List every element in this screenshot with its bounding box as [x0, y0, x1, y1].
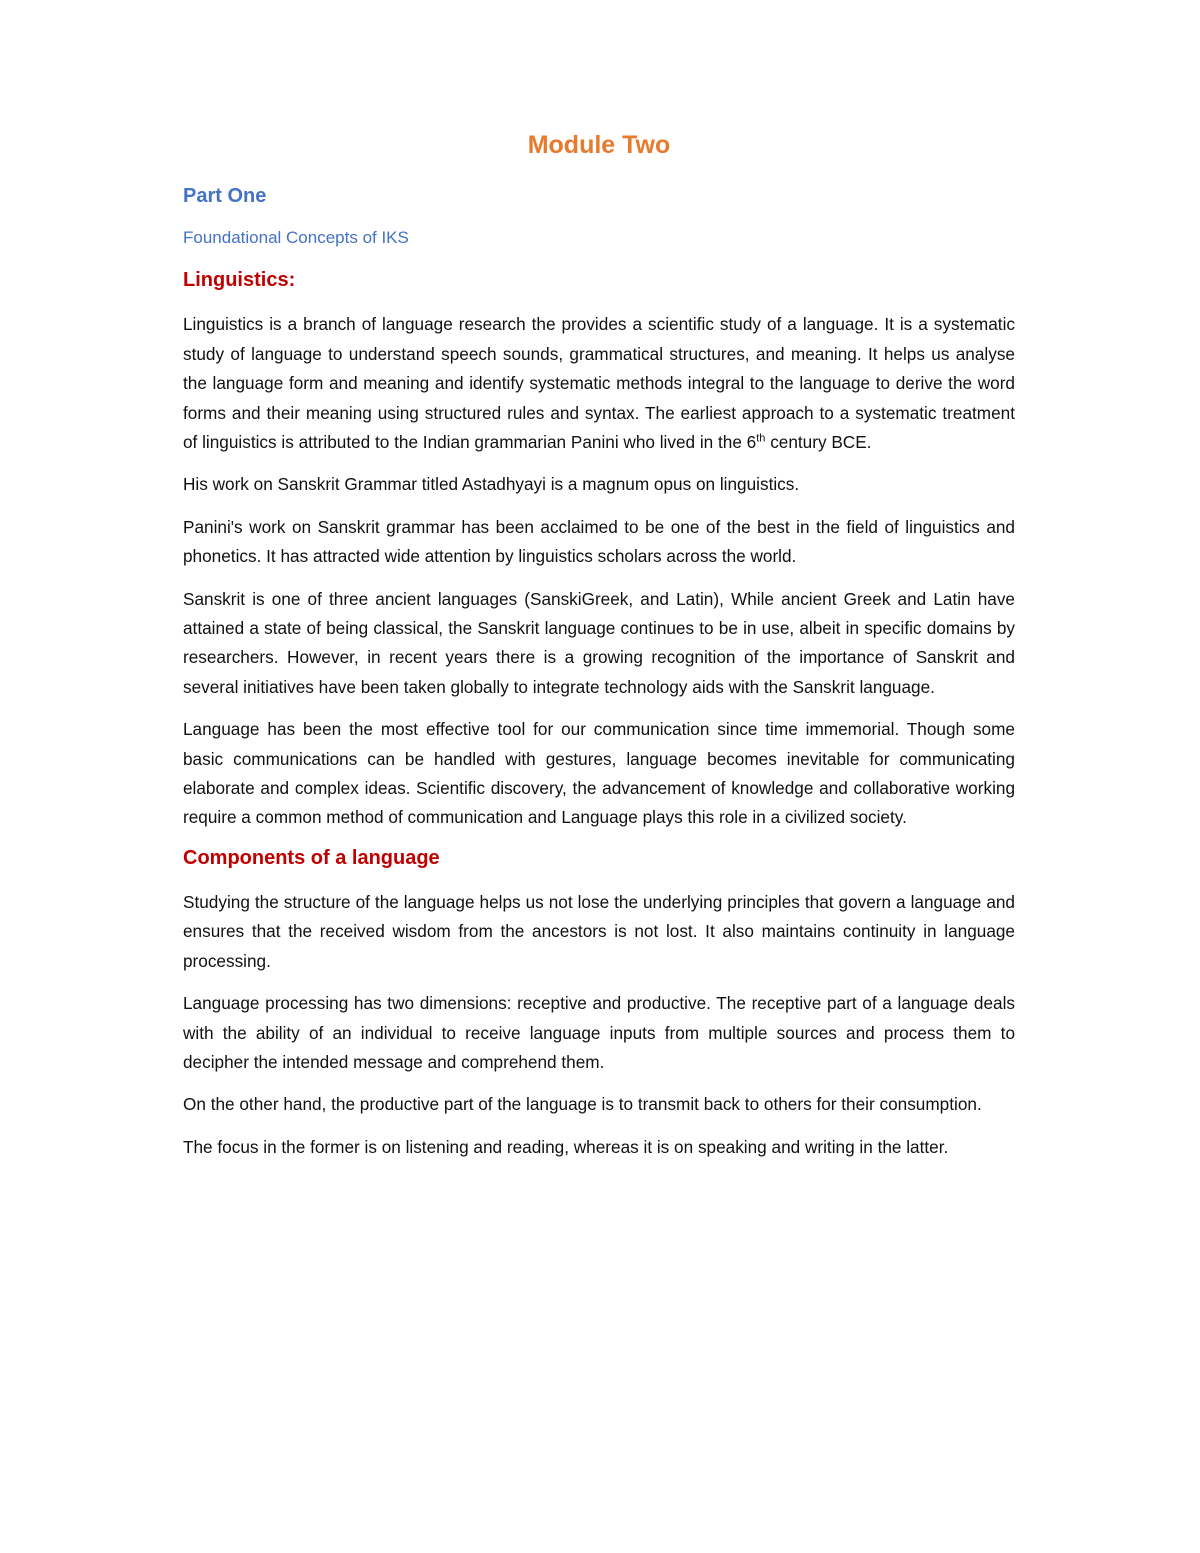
paragraph-ancient-languages: Sanskrit is one of three ancient languages (SanskiGreek, and Latin), While ancient Greek and Latin have attained a state of being classical, the Sanskrit language continues to be in use, albeit in specific domains by researchers. However, in recent years there is a growing recognition of the importance of Sanskrit and several initiatives have been taken globally to integrate technology aids with the Sanskrit language. — [183, 588, 1015, 697]
part-subtitle: Foundational Concepts of IKS — [183, 228, 409, 247]
paragraph-text-end: century BCE. — [765, 432, 872, 453]
paragraph-productive-part: On the other hand, the productive part of the language is to transmit back to others for their consumption. — [183, 1094, 982, 1115]
paragraph-text: Linguistics is a branch of language research the provides a scientific study of a language. It is a systematic study of language to understand speech sounds, grammatical structures, and meaning. It helps us analyse the language form and meaning and identify systematic methods integral to the language to derive the word forms and their meaning using structured rules and syntax. The earliest approach to a systematic treatment of linguistics is attributed to the Indian grammarian Panini who lived in the 6 — [183, 314, 1015, 453]
paragraph-language-tool: Language has been the most effective tool for our communication since time immemorial. Though some basic communications can be handled with gestures, language becomes inevitable for communicating elaborate and complex ideas. Scientific discovery, the advancement of knowledge and collaborative working require a common method of communication and Language plays this role in a civilized society. — [183, 719, 1015, 828]
paragraph-structure: Studying the structure of the language helps us not lose the underlying principles that govern a language and ensures that the received wisdom from the ancestors is not lost. It also maintains continuity in language processing. — [183, 891, 1015, 971]
document-title: Module Two — [527, 131, 671, 159]
section-heading-linguistics: Linguistics: — [183, 269, 296, 292]
paragraph-panini-work: Panini's work on Sanskrit grammar has been acclaimed to be one of the best in the field of linguistics and phonetics. It has attracted wide attention by linguistics scholars across the world. — [183, 516, 1015, 567]
paragraph-astadhyayi: His work on Sanskrit Grammar titled Astadhyayi is a magnum opus on linguistics. — [183, 474, 800, 495]
part-heading: Part One — [183, 185, 267, 207]
paragraph-linguistics-definition — [183, 310, 1015, 457]
paragraph-focus: The focus in the former is on listening and reading, whereas it is on speaking and writing in the latter. — [183, 1136, 949, 1157]
section-heading-components: Components of a language — [183, 846, 440, 869]
paragraph-processing-dimensions: Language processing has two dimensions: receptive and productive. The receptive part of a language deals with the ability of an individual to receive language inputs from multiple sources and process them to decipher the intended message and comprehend them. — [183, 993, 1015, 1072]
superscript-ordinal: th — [756, 432, 766, 445]
document-page — [183, 130, 1015, 1175]
